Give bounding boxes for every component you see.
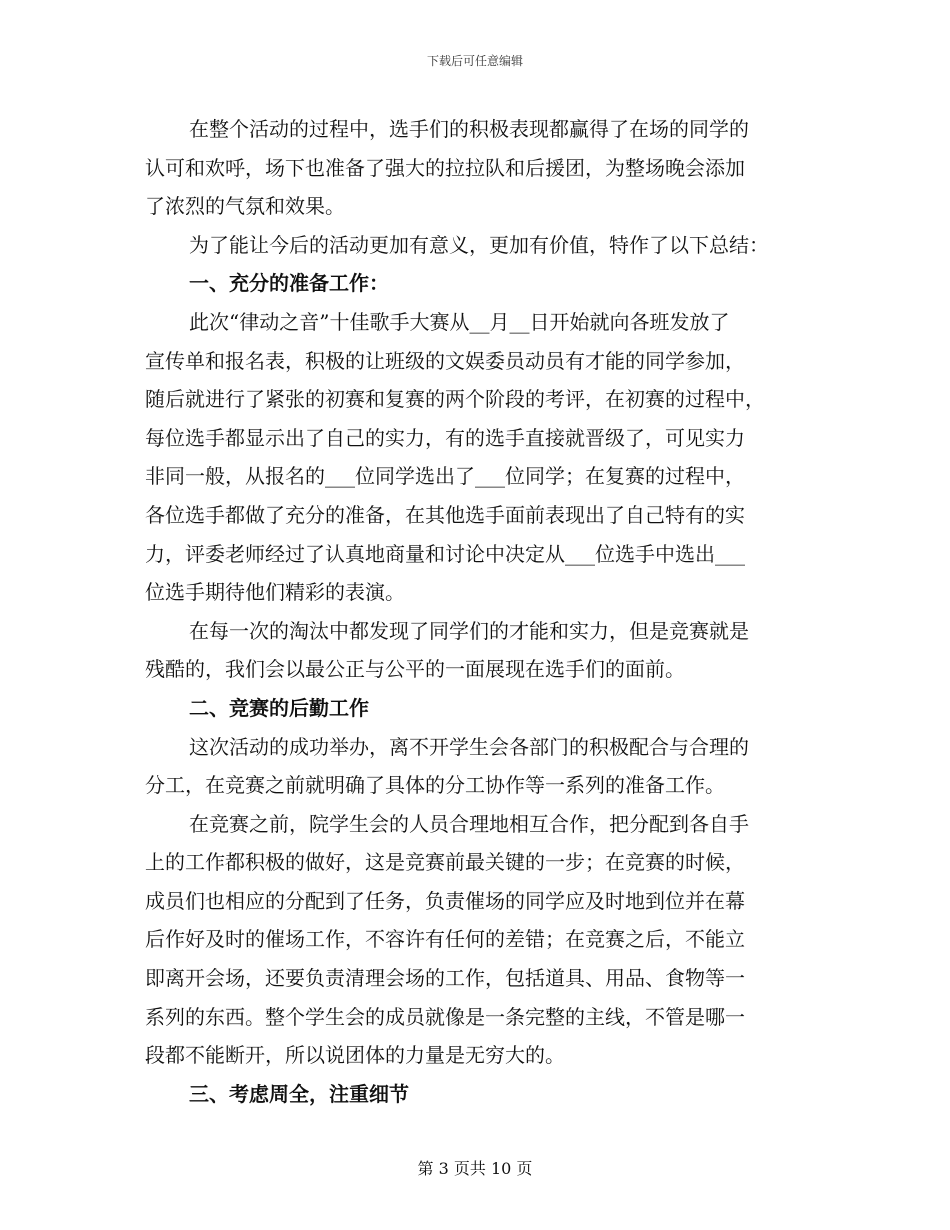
paragraph-line: 了浓烈的气氛和效果。 — [145, 194, 345, 219]
paragraph-line: 后作好及时的催场工作，不容许有任何的差错；在竞赛之后，不能立 — [145, 927, 745, 952]
paragraph-line: 即离开会场，还要负责清理会场的工作，包括道具、用品、食物等一 — [145, 966, 745, 991]
paragraph-line: 在每一次的淘汰中都发现了同学们的才能和实力，但是竞赛就是 — [189, 618, 749, 643]
section-heading-3: 三、考虑周全，注重细节 — [189, 1081, 409, 1106]
paragraph-line: 这次活动的成功举办，离不开学生会各部门的积极配合与合理的 — [189, 734, 749, 759]
paragraph-line: 在竞赛之前，院学生会的人员合理地相互合作，把分配到各自手 — [189, 811, 749, 836]
paragraph-line: 各位选手都做了充分的准备，在其他选手面前表现出了自己特有的实 — [145, 502, 745, 527]
paragraph-line: 每位选手都显示出了自己的实力，有的选手直接就晋级了，可见实力 — [145, 425, 745, 450]
paragraph-line: 残酷的，我们会以最公正与公平的一面展现在选手们的面前。 — [145, 657, 685, 682]
paragraph-line: 段都不能断开，所以说团体的力量是无穷大的。 — [145, 1043, 565, 1068]
paragraph-line: 为了能让今后的活动更加有意义，更加有价值，特作了以下总结： — [189, 232, 769, 257]
paragraph-line: 此次“律动之音”十佳歌手大赛从__月__日开始就向各班发放了 — [189, 309, 730, 334]
document-body — [145, 110, 805, 1113]
paragraph-line: 成员们也相应的分配到了任务，负责催场的同学应及时地到位并在幕 — [145, 888, 745, 913]
paragraph-line: 认可和欢呼，场下也准备了强大的拉拉队和后援团，为整场晚会添加 — [145, 155, 745, 180]
paragraph-line: 上的工作都积极的做好，这是竞赛前最关键的一步；在竞赛的时候， — [145, 850, 745, 875]
paragraph-line: 位选手期待他们精彩的表演。 — [145, 580, 405, 605]
paragraph-line: 分工，在竞赛之前就明确了具体的分工协作等一系列的准备工作。 — [145, 773, 725, 798]
page-number: 第 3 页共 10 页 — [417, 1159, 533, 1178]
paragraph-line: 在整个活动的过程中，选手们的积极表现都赢得了在场的同学的 — [189, 117, 749, 141]
section-heading-1: 一、充分的准备工作： — [189, 271, 389, 296]
paragraph-line: 力，评委老师经过了认真地商量和讨论中决定从___位选手中选出___ — [145, 541, 745, 566]
paragraph-line: 非同一般，从报名的___位同学选出了___位同学；在复赛的过程中， — [145, 464, 745, 489]
paragraph-line: 系列的东西。整个学生会的成员就像是一条完整的主线，不管是哪一 — [145, 1004, 745, 1029]
section-heading-2: 二、竞赛的后勤工作 — [189, 695, 369, 720]
paragraph-line: 宣传单和报名表，积极的让班级的文娱委员动员有才能的同学参加， — [145, 348, 745, 373]
page-header: 下载后可任意编辑 — [426, 54, 523, 68]
paragraph-line: 随后就进行了紧张的初赛和复赛的两个阶段的考评，在初赛的过程中， — [145, 387, 765, 412]
